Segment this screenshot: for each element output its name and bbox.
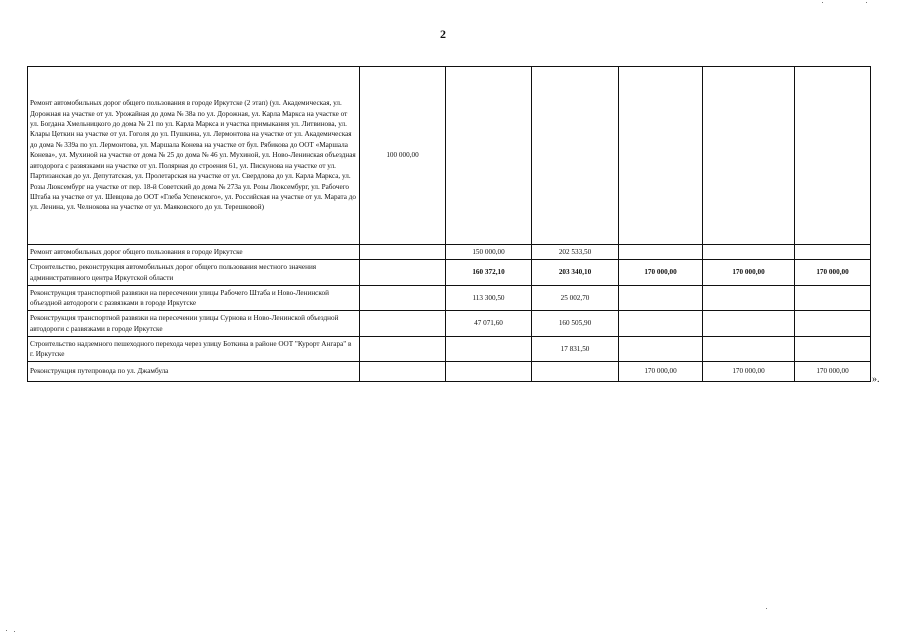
row-description: Реконструкция путепровода по ул. Джамбула	[28, 362, 360, 382]
scan-speck	[822, 2, 823, 3]
amount-cell: 113 300,50	[446, 286, 532, 311]
amount-cell	[446, 67, 532, 245]
amount-cell: 170 000,00	[703, 260, 795, 286]
amount-cell	[360, 311, 446, 337]
amount-cell: 203 340,10	[532, 260, 619, 286]
amount-cell	[703, 311, 795, 337]
amount-cell: 170 000,00	[703, 362, 795, 382]
amount-cell: 100 000,00	[360, 67, 446, 245]
amount-cell	[795, 245, 871, 260]
amount-cell: 25 002,70	[532, 286, 619, 311]
amount-cell	[446, 337, 532, 362]
amount-cell	[795, 337, 871, 362]
amount-cell	[360, 337, 446, 362]
row-description: Ремонт автомобильных дорог общего пользования в городе Иркутске	[28, 245, 360, 260]
amount-cell	[619, 67, 703, 245]
amount-cell	[360, 286, 446, 311]
row-description: Строительство надземного пешеходного перехода через улицу Боткина в районе ООТ "Курорт Ангара" в г. Иркутске	[28, 337, 360, 362]
table-row	[28, 286, 871, 311]
page-number: 2	[440, 27, 446, 41]
table-row	[28, 67, 871, 245]
amount-cell	[795, 311, 871, 337]
amount-cell	[619, 311, 703, 337]
amount-cell: 170 000,00	[795, 362, 871, 382]
table-row	[28, 337, 871, 362]
scan-speck	[14, 631, 15, 632]
amount-cell	[360, 260, 446, 286]
scan-speck	[766, 608, 767, 609]
amount-cell: 160 372,10	[446, 260, 532, 286]
amount-cell	[360, 362, 446, 382]
amount-cell: 170 000,00	[619, 260, 703, 286]
amount-cell	[619, 337, 703, 362]
amount-cell	[532, 67, 619, 245]
amount-cell: 17 831,50	[532, 337, 619, 362]
row-description: Реконструкция транспортной развязки на пересечении улицы Сурнова и Ново-Ленинской объездной автодороги с развязками в городе Иркутске	[28, 311, 360, 337]
amount-cell: 160 505,90	[532, 311, 619, 337]
scan-speck	[6, 630, 7, 631]
amount-cell	[795, 286, 871, 311]
amount-cell: 202 533,50	[532, 245, 619, 260]
scan-speck	[866, 2, 867, 3]
amount-cell	[619, 286, 703, 311]
amount-cell	[532, 362, 619, 382]
table-row	[28, 260, 871, 286]
table-row	[28, 245, 871, 260]
amount-cell	[360, 245, 446, 260]
table-row	[28, 362, 871, 382]
budget-table	[27, 66, 871, 382]
amount-cell: 47 071,60	[446, 311, 532, 337]
amount-cell	[795, 67, 871, 245]
table-row	[28, 311, 871, 337]
amount-cell	[703, 286, 795, 311]
amount-cell: 170 000,00	[795, 260, 871, 286]
closing-quote-mark: ».	[872, 374, 880, 385]
amount-cell	[703, 337, 795, 362]
amount-cell	[446, 362, 532, 382]
amount-cell: 170 000,00	[619, 362, 703, 382]
amount-cell	[619, 245, 703, 260]
amount-cell	[703, 67, 795, 245]
row-description: Реконструкция транспортной развязки на пересечении улицы Рабочего Штаба и Ново-Ленинской объездной автодороги с развязками в городе Иркутске	[28, 286, 360, 311]
row-description: Ремонт автомобильных дорог общего пользования в городе Иркутске (2 этап) (ул. Академическая, ул. Дорожная на участке от ул. Урожайная до дома № 38а по ул. Дорожная, ул. Карла Маркса на участке от ул. Богдана Хмельницкого до дома № 21 по ул. Карла Маркса и участка примыкания ул. Литвинова, ул. Клары Цеткин на участке от ул. Гоголя до ул. Пушкина, ул. Лермонтова на участке от ул. Академическая до дома № 339а по ул. Лермонтова, ул. Маршала Конева на участке от бул. Рябикова до ООТ «Маршала Конева», ул. Мухиной на участке от дома № 25 до дома № 46 ул. Мухиной, ул. Ново-Ленинская объездная автодорога с развязками на участке от ул. Полярная до строения 61, ул. Пискунова на участке от ул. Партизанская до ул. Депутатская, ул. Пролетарская на участке от ул. Свердлова до ул. Карла Маркса, ул. Розы Люксембург на участке от пер. 18-й Советский до дома № 273а ул. Розы Люксембург, ул. Рабочего Штаба на участке от ул. Шевцова до ООТ «Глеба Успенского», ул. Российская на участке от ул. Марата до ул. Ленина, ул. Челнокова на участке от ул. Маяковского до ул. Терешковой)	[28, 67, 360, 245]
amount-cell: 150 000,00	[446, 245, 532, 260]
amount-cell	[703, 245, 795, 260]
row-description: Строительство, реконструкция автомобильных дорог общего пользования местного значения административного центра Иркутской области	[28, 260, 360, 286]
